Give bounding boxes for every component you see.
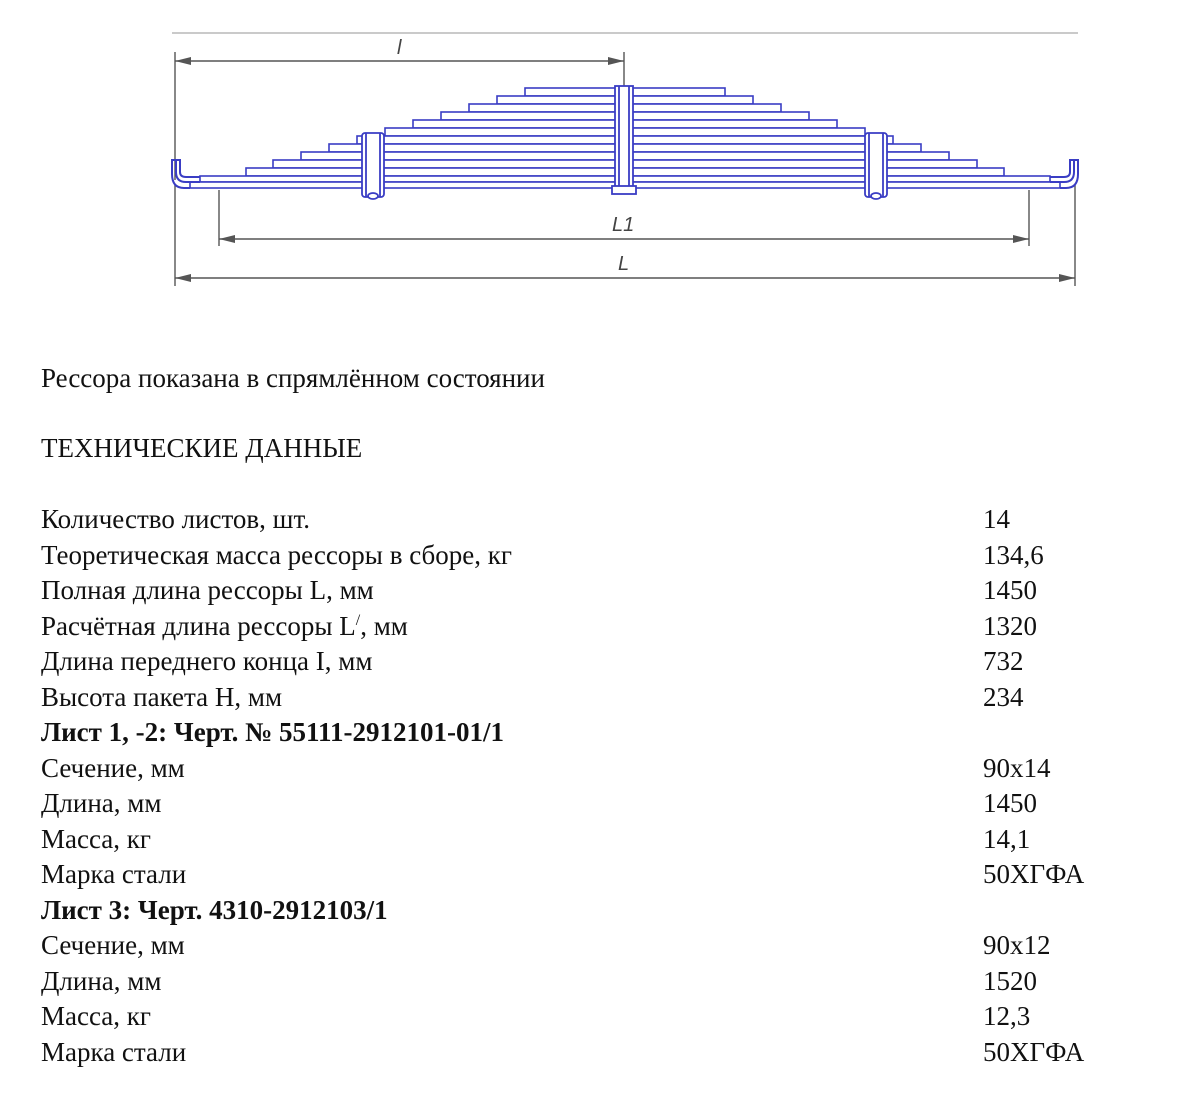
spec-row-design-length xyxy=(41,609,1161,645)
spec-label: Теоретическая масса рессоры в сборе, кг xyxy=(41,539,512,570)
spec-value: 234 xyxy=(983,681,1024,712)
spec-value: 50ХГФА xyxy=(983,1036,1085,1067)
leaf-row-length xyxy=(41,786,1161,822)
spec-label: Марка стали xyxy=(41,1036,187,1067)
spec-label-main: Расчётная длина рессоры L xyxy=(41,610,356,641)
spec-label: Количество листов, шт. xyxy=(41,504,310,534)
spec-label-unit: , мм xyxy=(360,610,408,641)
leaf-row-section xyxy=(41,928,1161,964)
leaf-row-mass xyxy=(41,822,1161,858)
spec-row-mass xyxy=(41,538,1161,574)
leaf-spring-drawing xyxy=(0,0,1200,300)
spec-label: Полная длина рессоры L, мм xyxy=(41,575,374,605)
spec-label: Масса, кг xyxy=(41,1001,151,1031)
leaf-group-title xyxy=(41,893,1161,929)
dimension-l1-label: L1 xyxy=(612,214,635,236)
spec-row-pack-height xyxy=(41,680,1161,716)
spec-value: 1450 xyxy=(983,575,1037,605)
spec-value: 1450 xyxy=(983,788,1037,818)
spec-value: 14 xyxy=(983,504,1010,534)
spec-label xyxy=(41,609,408,645)
spec-value: 90х12 xyxy=(983,930,1051,960)
leaf-group-title xyxy=(41,715,1161,751)
right-clamp xyxy=(865,133,887,199)
leaf-row-section xyxy=(41,751,1161,787)
spec-label-prime: / xyxy=(355,611,361,629)
leaf-row-steel xyxy=(41,1035,1161,1071)
spec-label: Сечение, мм xyxy=(41,930,185,960)
leaf-row-mass xyxy=(41,999,1161,1035)
spec-value: 12,3 xyxy=(983,1001,1031,1031)
spec-label: Длина, мм xyxy=(41,788,162,818)
spec-row-full-length xyxy=(41,573,1161,609)
spec-table xyxy=(41,502,1161,1070)
spec-row-leaf-count xyxy=(41,502,1161,538)
dimension-L-label: L xyxy=(618,253,630,275)
section-title: Лист 3: Черт. 4310-2912103/1 xyxy=(41,894,388,925)
left-clamp xyxy=(362,133,384,199)
spec-value: 50ХГФА xyxy=(983,859,1085,889)
leaf-row-length xyxy=(41,964,1161,1000)
spec-label: Сечение, мм xyxy=(41,752,185,783)
spec-label: Высота пакета H, мм xyxy=(41,681,283,712)
spec-value: 1320 xyxy=(983,610,1037,641)
spec-label: Длина переднего конца I, мм xyxy=(41,646,373,676)
spec-value: 732 xyxy=(983,646,1024,676)
spec-value: 1520 xyxy=(983,965,1037,996)
spec-value: 90х14 xyxy=(983,752,1051,783)
technical-data-heading: ТЕХНИЧЕСКИЕ ДАННЫЕ xyxy=(41,433,363,463)
spec-label: Марка стали xyxy=(41,859,187,889)
section-title: Лист 1, -2: Черт. № 55111-2912101-01/1 xyxy=(41,717,504,747)
dimension-l-label: l xyxy=(397,37,402,59)
drawing-caption: Рессора показана в спрямлённом состоянии xyxy=(41,363,545,393)
center-bolt xyxy=(612,86,636,194)
spec-value: 14,1 xyxy=(983,823,1031,854)
spec-label: Длина, мм xyxy=(41,965,162,996)
spec-row-front-end-length xyxy=(41,644,1161,680)
spec-value: 134,6 xyxy=(983,539,1044,570)
spec-label: Масса, кг xyxy=(41,823,151,854)
leaf-row-steel xyxy=(41,857,1161,893)
